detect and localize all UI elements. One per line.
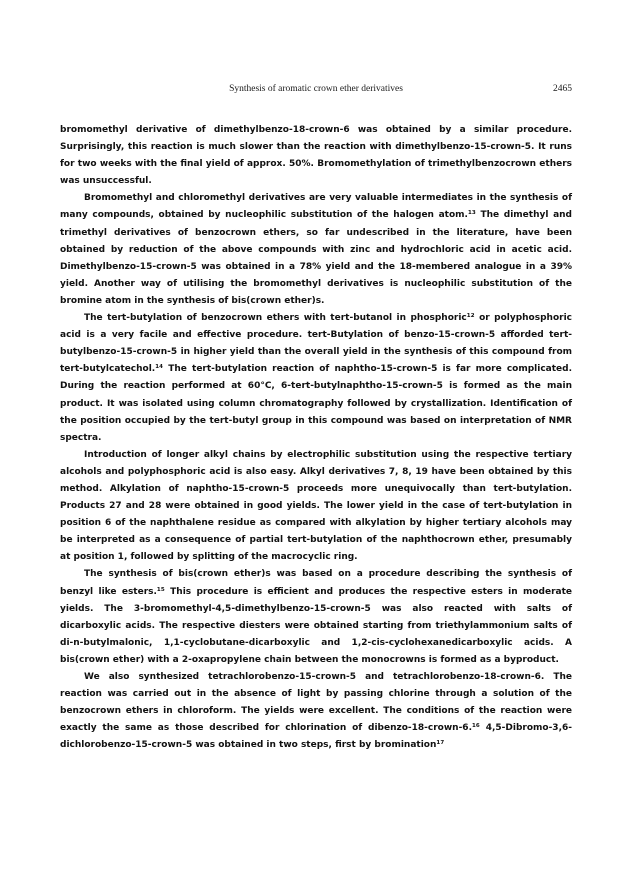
- running-title: Synthesis of aromatic crown ether derivatives: [229, 84, 403, 94]
- paragraph-halomethyl-derivatives: Bromomethyl and chloromethyl derivatives are very valuable intermediates in the synthesis of many compounds, obtained by nucleophilic substitution of the halogen atom.¹³ The dimethyl and trimethyl derivatives of benzocrown ethers, so far undescribed in the literature, have been obtained by reduction of the above compounds with zinc and hydrochloric acid in acetic acid. Dimethylbenzo-15-crown-5 was obtained in a 78% yield and the 18-membered analogue in a 39% yield. Another way of utilising the bromomethyl derivatives is nucleophilic substitution of the bromine atom in the synthesis of bis(crown ether)s.: [60, 193, 572, 306]
- body-text: [60, 122, 572, 754]
- paragraph-continuation: bromomethyl derivative of dimethylbenzo-18-crown-6 was obtained by a similar procedure. Surprisingly, this reaction is much slower than the reaction with dimethylbenzo-15-crown-5. It runs for two weeks with the final yield of approx. 50%. Bromomethylation of trimethylbenzocrown ethers was unsuccessful.: [60, 125, 572, 187]
- paragraph-alkyl-chains: Introduction of longer alkyl chains by electrophilic substitution using the respective tertiary alcohols and polyphosphoric acid is also easy. Alkyl derivatives 7, 8, 19 have been obtained by this method. Alkylation of naphtho-15-crown-5 proceeds more unequivocally than tert-butylation. Products 27 and 28 were obtained in good yields. The lower yield in the case of tert-butylation in position 6 of the naphthalene residue as compared with alkylation by higher tertiary alcohols may be interpreted as a consequence of partial tert-butylation of the naphthocrown ether, presumably at position 1, followed by splitting of the macrocyclic ring.: [60, 449, 572, 563]
- paragraph-bis-crown-ethers: The synthesis of bis(crown ether)s was based on a procedure describing the synthesis of benzyl like esters.¹⁵ This procedure is efficient and produces the respective esters in moderate yields. The 3-bromomethyl-4,5-dimethylbenzo-15-crown-5 was also reacted with salts of dicarboxylic acids. The respective diesters were obtained starting from triethylammonium salts of di-n-butylmalonic, 1,1-cyclobutane-dicarboxylic and 1,2-cis-cyclohexanedicarboxylic acids. A bis(crown ether) with a 2-oxapropylene chain between the monocrowns is formed as a byproduct.: [60, 569, 572, 665]
- paragraph-tert-butylation: The tert-butylation of benzocrown ethers with tert-butanol in phosphoric¹² or polyphosphoric acid is a very facile and effective procedure. tert-Butylation of benzo-15-crown-5 afforded tert-butylbenzo-15-crown-5 in higher yield than the overall yield in the synthesis of this compound from tert-butylcatechol.¹⁴ The tert-butylation reaction of naphtho-15-crown-5 is far more complicated. During the reaction performed at 60°C, 6-tert-butylnaphtho-15-crown-5 is formed as the main product. It was isolated using column chromatography followed by crystallization. Identification of the position occupied by the tert-butyl group in this compound was based on interpretation of NMR spectra.: [60, 313, 572, 443]
- page-number: 2465: [553, 84, 572, 94]
- running-header: [60, 84, 572, 98]
- paragraph-tetrachloro: We also synthesized tetrachlorobenzo-15-crown-5 and tetrachlorobenzo-18-crown-6. The reaction was carried out in the absence of light by passing chlorine through a solution of the benzocrown ethers in chloroform. The yields were excellent. The conditions of the reaction were exactly the same as those described for chlorination of dibenzo-18-crown-6.¹⁶ 4,5-Dibromo-3,6-dichlorobenzo-15-crown-5 was obtained in two steps, first by bromination¹⁷: [60, 672, 572, 751]
